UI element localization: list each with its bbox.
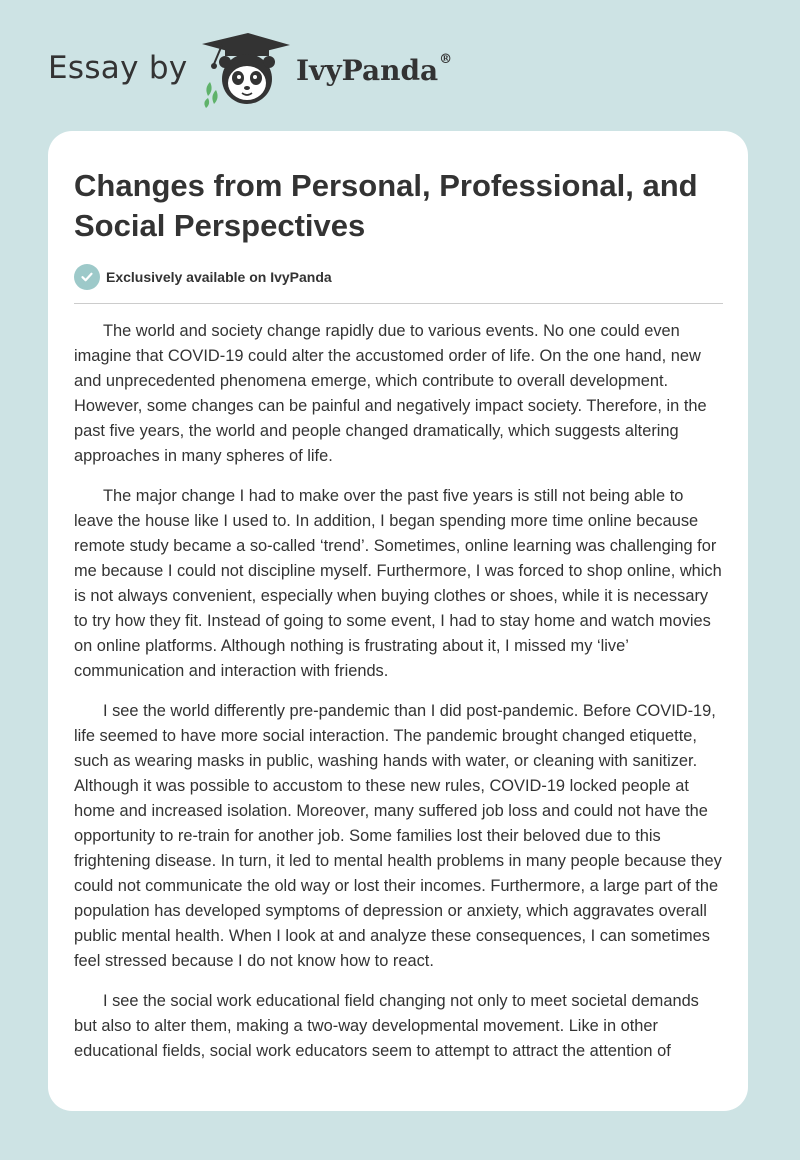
paragraph: I see the social work educational field changing not only to meet societal demands but also to alter them, making a two-way developmental movement. Like in other educational fields, social work educators seem to attempt to attract the attention of [74, 992, 699, 1060]
title-divider [74, 303, 723, 304]
checkmark-icon [74, 264, 100, 290]
paragraph: The major change I had to make over the past five years is still not being able to leave the house like I used to. In addition, I began spending more time online because remote study became a so-called ‘trend’. Sometimes, online learning was challenging for me because I could not discipline myself. Furthermore, I was forced to shop online, which is not always convenient, especially when buying clothes or shoes, while it is necessary to try how they fit. Instead of going to some event, I had to stay home and watch movies on online platforms. Although nothing is frustrating about it, I missed my ‘live’ communication and interaction with friends. [74, 487, 722, 680]
paragraph: The world and society change rapidly due to various events. No one could even imagine that COVID-19 could alter the accustomed order of life. On the one hand, new and unprecedented phenomena emerge, which contribute to overall development. However, some changes can be painful and negatively impact society. Therefore, in the past five years, the world and people changed dramatically, which suggests altering approaches in many spheres of life. [74, 322, 707, 465]
exclusive-badge [74, 264, 332, 290]
site-header [0, 0, 800, 130]
essay-body [74, 319, 723, 1079]
paragraph: I see the world differently pre-pandemic than I did post-pandemic. Before COVID-19, life seemed to have more social interaction. The pandemic brought changed etiquette, such as wearing masks in public, washing hands with water, or cleaning with sanitizer. Although it was possible to accustom to these new rules, COVID-19 locked people at home and increased isolation. Moreover, many suffered job loss and could not have the opportunity to re-train for another job. Some families lost their beloved due to this frightening disease. In turn, it led to mental health problems in many people because they could not communicate the old way or lost their incomes. Furthermore, a large part of the population has developed symptoms of depression or anxiety, which aggravates overall public mental health. When I look at and analyze these consequences, I can sometimes feel stressed because I do not know how to react. [74, 702, 722, 970]
essay-by-label: Essay by [48, 50, 188, 86]
registered-mark: ® [439, 52, 453, 67]
exclusive-badge-label: Exclusively available on IvyPanda [106, 269, 332, 285]
essay-card [48, 131, 748, 1111]
ivypanda-brand-name[interactable] [296, 54, 452, 87]
brand-name-text: IvyPanda [296, 54, 439, 87]
ivypanda-logo-icon[interactable] [198, 32, 294, 108]
essay-title: Changes from Personal, Professional, and Social Perspectives [74, 168, 698, 243]
